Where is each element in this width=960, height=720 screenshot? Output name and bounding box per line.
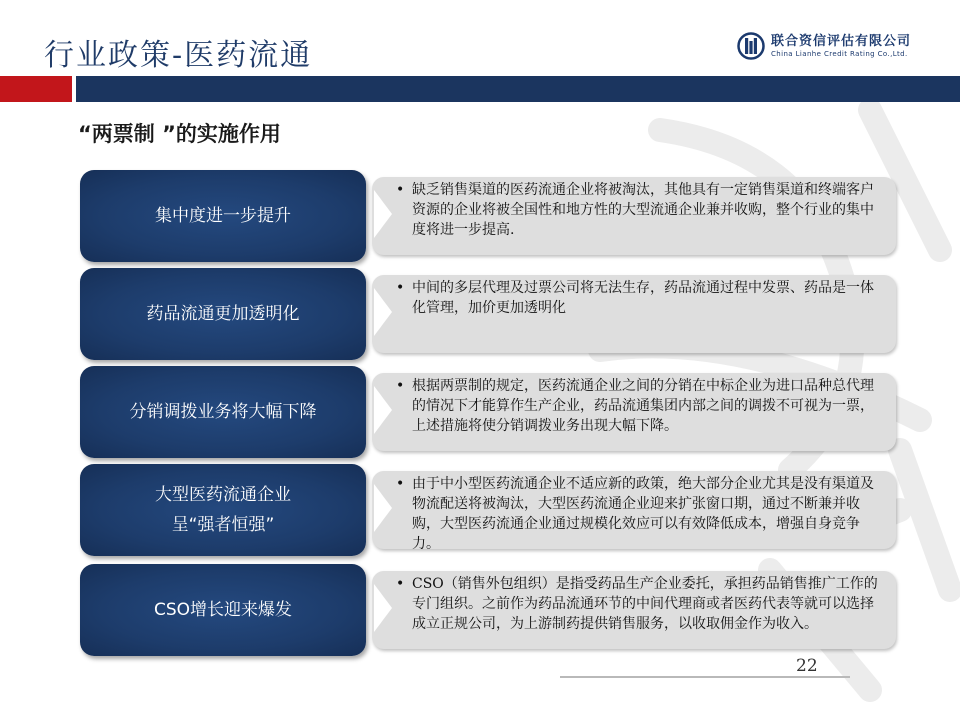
bullet-icon: •	[396, 476, 405, 492]
effect-description-text: 由于中小型医药流通企业不适应新的政策，绝大部分企业尤其是没有渠道及物流配送将被淘汰，大型医药流通企业迎来扩张窗口期，通过不断兼并收购，大型医药流通企业通过规模化效应可以有效降低成本，增强自身竞争力。	[412, 476, 874, 552]
effect-row	[0, 464, 960, 556]
effect-title-line: 呈“强者恒强”	[171, 515, 275, 535]
arrow-pointer-icon	[374, 190, 392, 238]
logo-name-en: China Lianhe Credit Rating Co.,Ltd.	[771, 49, 908, 58]
effect-row	[0, 170, 960, 262]
effect-row	[0, 366, 960, 458]
logo-name-cn: 联合资信评估有限公司	[771, 33, 912, 49]
effect-title-line: 集中度进一步提升	[155, 206, 291, 226]
effect-description	[396, 278, 886, 318]
effect-title-line: 药品流通更加透明化	[146, 304, 300, 324]
effect-title-line: 分销调拨业务将大幅下降	[129, 402, 317, 422]
arrow-pointer-icon	[374, 584, 392, 632]
header-band-red	[0, 76, 72, 102]
arrow-pointer-icon	[374, 288, 392, 336]
effect-description-text: 根据两票制的规定，医药流通企业之间的分销在中标企业为进口品种总代理的情况下才能算作生产企业，药品流通集团内部之间的调拨不可视为一票，上述措施将使分销调拨业务出现大幅下降。	[412, 378, 874, 434]
effect-description	[396, 180, 886, 240]
arrow-pointer-icon	[374, 484, 392, 532]
bullet-icon: •	[396, 576, 405, 592]
effect-description	[396, 474, 886, 554]
page-title: 行业政策-医药流通	[44, 38, 313, 73]
page-number: 22	[796, 656, 818, 676]
effect-row	[0, 268, 960, 360]
header-band-navy	[76, 76, 960, 102]
footer-divider	[560, 676, 850, 678]
effect-row	[0, 564, 960, 656]
effect-title-line: 大型医药流通企业	[155, 485, 291, 505]
bullet-icon: •	[396, 280, 405, 296]
effect-title-box	[80, 564, 366, 656]
effect-description-text: 缺乏销售渠道的医药流通企业将被淘汰，其他具有一定销售渠道和终端客户资源的企业将被全国性和地方性的大型流通企业兼并收购，整个行业的集中度将进一步提高.	[412, 182, 874, 238]
bullet-icon: •	[396, 378, 405, 394]
effect-description-text: CSO（销售外包组织）是指受药品生产企业委托，承担药品销售推广工作的专门组织。之前作为药品流通环节的中间代理商或者医药代表等就可以选择成立正规公司，为上游制药提供销售服务，以收取佣金作为收入。	[412, 576, 878, 632]
effect-title-line: CSO增长迎来爆发	[153, 600, 293, 620]
lianhe-logo-icon	[737, 32, 765, 60]
effect-description	[396, 574, 886, 634]
company-logo	[737, 32, 911, 60]
effect-description	[396, 376, 886, 436]
effect-title-box	[80, 268, 366, 360]
bullet-icon: •	[396, 182, 405, 198]
effect-title-box	[80, 170, 366, 262]
effect-title-box	[80, 464, 366, 556]
effect-title-box	[80, 366, 366, 458]
arrow-pointer-icon	[374, 386, 392, 434]
section-subtitle: “两票制 ”的实施作用	[78, 122, 281, 146]
effect-description-text: 中间的多层代理及过票公司将无法生存，药品流通过程中发票、药品是一体化管理，加价更加透明化	[412, 280, 874, 316]
